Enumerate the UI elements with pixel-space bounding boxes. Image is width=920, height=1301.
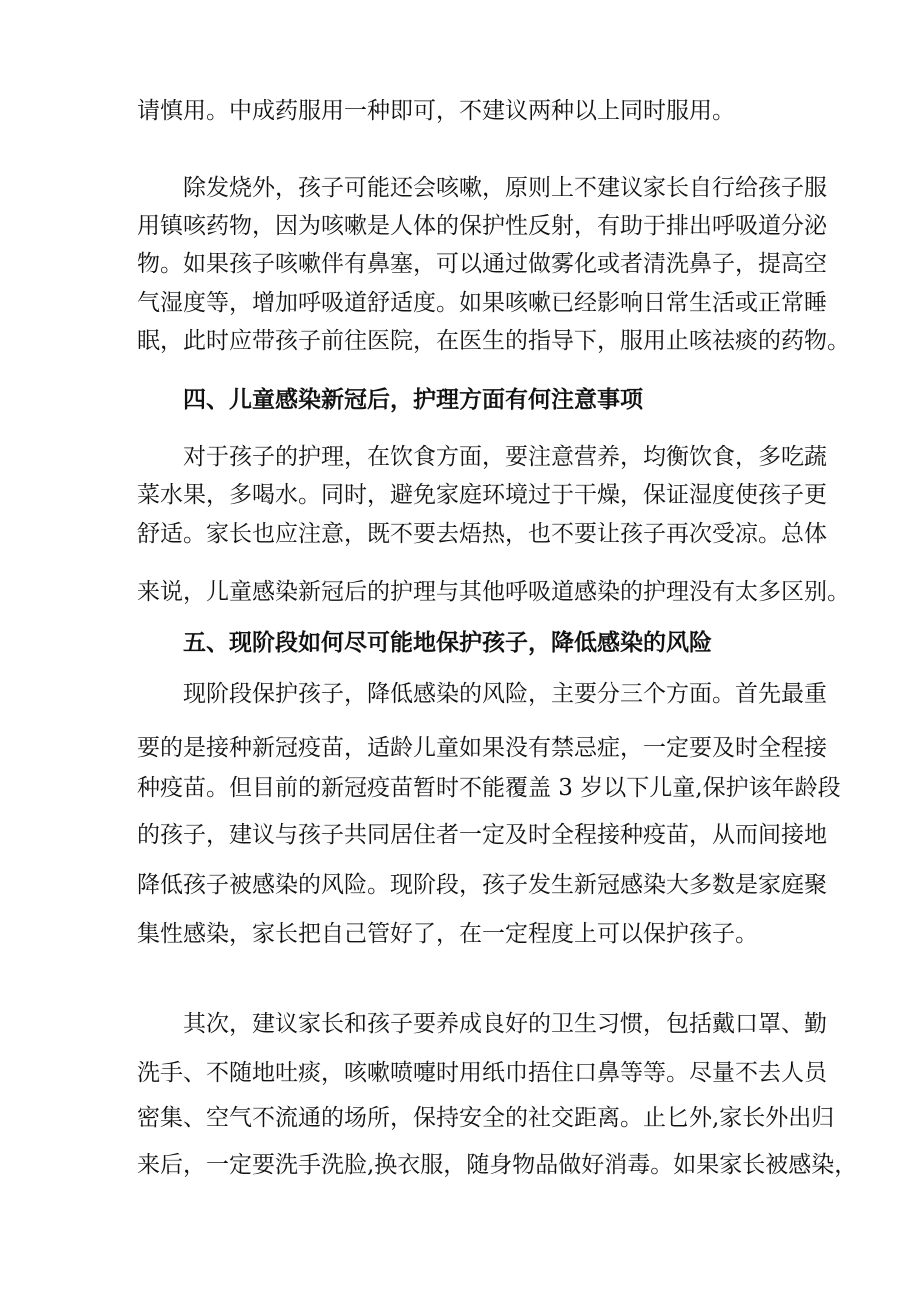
text-line-6: 眠，此时应带孩子前往医院，在医生的指导下，服用止咳祛痰的药物。 xyxy=(137,328,850,354)
text-line-11: 来说，儿童感染新冠后的护理与其他呼吸道感染的护理没有太多区别。 xyxy=(137,579,850,605)
text-line-16: 的孩子，建议与孩子共同居住者一定及时全程接种疫苗，从而间接地 xyxy=(137,822,827,848)
text-line-9: 菜水果，多喝水。同时，避免家庭环境过于干燥，保证湿度使孩子更 xyxy=(137,482,827,508)
paragraph-care-start: 对于孩子的护理，在饮食方面，要注意营养，均衡饮食，多吃蔬 xyxy=(183,444,827,470)
section-heading-5: 五、现阶段如何尽可能地保护孩子，降低感染的风险 xyxy=(183,630,712,656)
text-line-1: 请慎用。中成药服用一种即可，不建议两种以上同时服用。 xyxy=(137,98,735,124)
text-line-3: 用镇咳药物，因为咳嗽是人体的保护性反射，有助于排出呼吸道分泌 xyxy=(137,213,827,239)
paragraph-cough-start: 除发烧外，孩子可能还会咳嗽，原则上不建议家长自行给孩子服 xyxy=(183,175,827,201)
text-line-22: 来后，一定要洗手洗脸,换衣服，随身物品做好消毒。如果家长被感染， xyxy=(137,1152,858,1178)
text-line-21: 密集、空气不流通的场所，保持安全的社交距离。止匕外,家长外出归 xyxy=(137,1105,835,1131)
paragraph-hygiene-start: 其次，建议家长和孩子要养成良好的卫生习惯，包括戴口罩、勤 xyxy=(183,1011,827,1037)
section-heading-4: 四、儿童感染新冠后，护理方面有何注意事项 xyxy=(183,387,643,413)
text-line-5: 气湿度等，增加呼吸道舒适度。如果咳嗽已经影响日常生活或正常睡 xyxy=(137,290,827,316)
text-line-15: 种疫苗。但目前的新冠疫苗暂时不能覆盖 3 岁以下儿童,保护该年龄段 xyxy=(137,775,841,801)
text-line-18: 集性感染，家长把自己管好了，在一定程度上可以保护孩子。 xyxy=(137,921,758,947)
text-line-10: 舒适。家长也应注意，既不要去焐热，也不要让孩子再次受凉。总体 xyxy=(137,521,827,547)
paragraph-protect-start: 现阶段保护孩子，降低感染的风险，主要分三个方面。首先最重 xyxy=(183,681,827,707)
text-line-20: 洗手、不随地吐痰，咳嗽喷嚏时用纸巾捂住口鼻等等。尽量不去人员 xyxy=(137,1060,827,1086)
text-line-4: 物。如果孩子咳嗽伴有鼻塞，可以通过做雾化或者清洗鼻子，提高空 xyxy=(137,251,827,277)
text-line-17: 降低孩子被感染的风险。现阶段，孩子发生新冠感染大多数是家庭聚 xyxy=(137,872,827,898)
text-line-14: 要的是接种新冠疫苗，适龄儿童如果没有禁忌症，一定要及时全程接 xyxy=(137,735,827,761)
